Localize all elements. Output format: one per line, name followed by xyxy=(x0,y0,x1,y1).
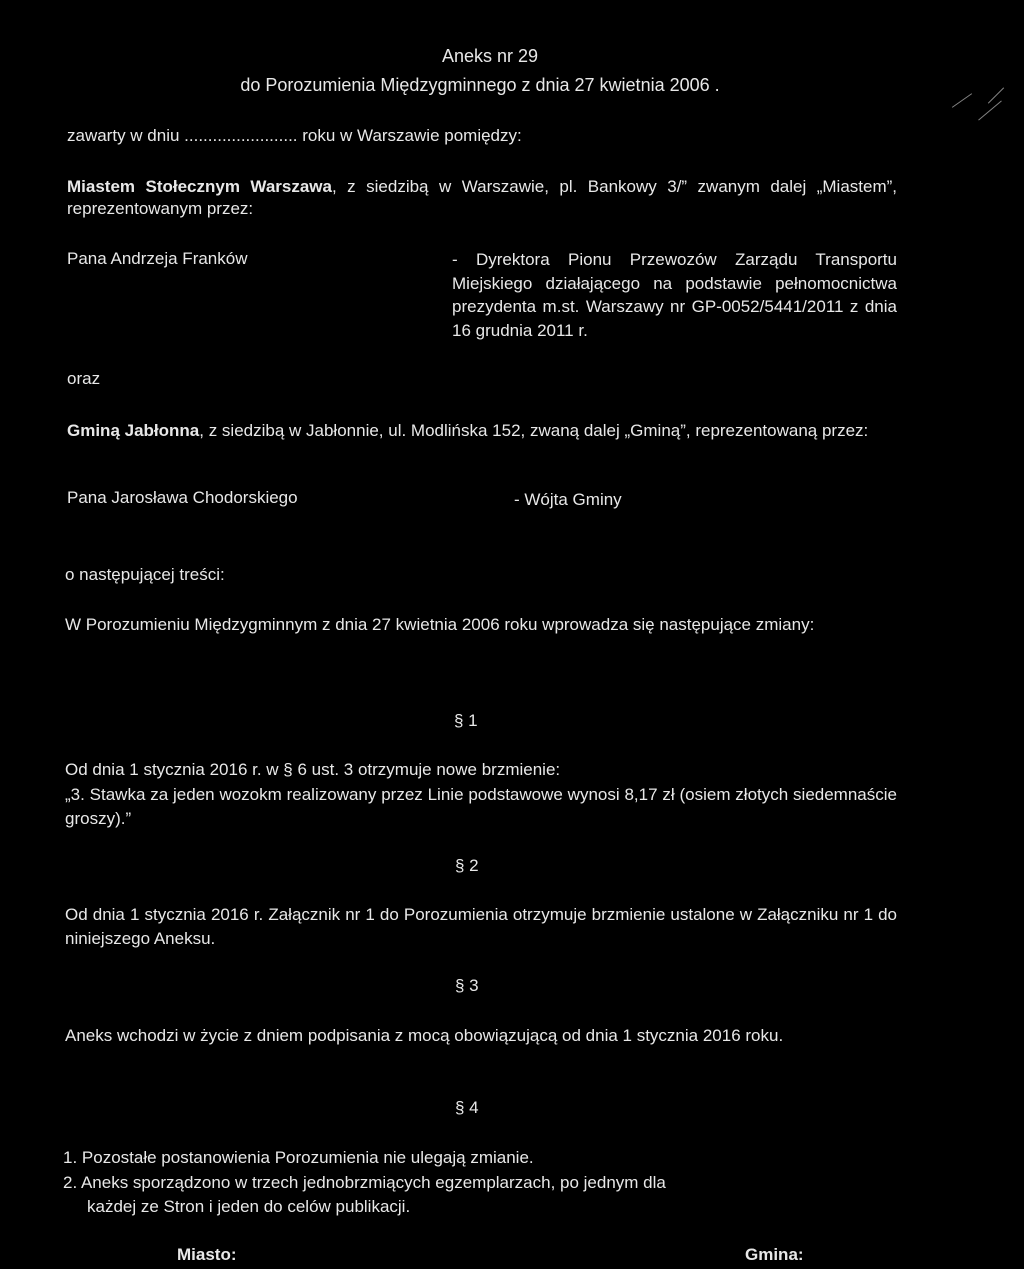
section-1-text: Od dnia 1 stycznia 2016 r. w § 6 ust. 3 otrzymuje nowe brzmienie: xyxy=(65,760,561,779)
party1-paragraph xyxy=(67,176,897,220)
section-4-mark: § 4 xyxy=(455,1098,479,1117)
section-1-quote: „3. Stawka za jeden wozokm realizowany przez Linie podstawowe wynosi 8,17 zł (osiem złotych siedemnaście groszy).” xyxy=(65,785,897,828)
section-4-item-2-line-2: każdej ze Stron i jeden do celów publikacji. xyxy=(87,1197,411,1216)
scan-artifact xyxy=(978,100,1002,120)
party1-representative-role: - Dyrektora Pionu Przewozów Zarządu Transportu Miejskiego działającego na podstawie pełnomocnictwa prezydenta m.st. Warszawy nr GP-0052/5441/2011 z dnia 16 grudnia 2011 r. xyxy=(452,250,897,340)
party2-name: Gminą Jabłonna xyxy=(67,421,200,440)
section-1-mark: § 1 xyxy=(454,711,478,730)
section-3-text par: Aneks wchodzi w życie z dniem podpisania z mocą obowiązującą od dnia 1 stycznia 2016 roku. xyxy=(65,1026,784,1045)
section-2-mark: § 2 xyxy=(455,856,479,875)
signature-city-label: Miasto: xyxy=(177,1245,237,1264)
party2-representative-name: Pana Jarosława Chodorskiego xyxy=(67,488,298,507)
party2-paragraph xyxy=(67,419,897,442)
amendment-intro: W Porozumieniu Międzygminnym z dnia 27 kwietnia 2006 roku wprowadza się następujące zmiany: xyxy=(65,615,815,634)
section-3-mark: § 3 xyxy=(455,976,479,995)
document-subtitle: do Porozumienia Międzygminnego z dnia 27 kwietnia 2006 . xyxy=(240,75,720,95)
document-title: Aneks nr 29 xyxy=(441,46,539,66)
party1-name: Miastem Stołecznym Warszawa xyxy=(67,177,332,196)
section-4-item-1: 1. Pozostałe postanowienia Porozumienia nie ulegają zmianie. xyxy=(63,1148,534,1167)
party2-representative-role: - Wójta Gminy xyxy=(514,490,622,509)
section-4-item-2-line-1: 2. Aneks sporządzono w trzech jednobrzmiących egzemplarzach, po jednym dla xyxy=(63,1173,666,1192)
signature-commune-label: Gmina: xyxy=(745,1245,804,1264)
content-intro: o następującej treści: xyxy=(65,565,225,584)
section-2-text: Od dnia 1 stycznia 2016 r. Załącznik nr 1 do Porozumienia otrzymuje brzmienie ustalone w Załączniku nr 1 do niniejszego Aneksu. xyxy=(65,905,897,948)
party1-description: , z siedzibą w Warszawie, pl. Bankowy 3/” zwanym dalej „Miastem”, reprezentowanym przez: xyxy=(67,177,898,218)
party2-description: , z siedzibą w Jabłonnie, ul. Modlińska 152, zwaną dalej „Gminą”, reprezentowaną przez: xyxy=(199,421,869,440)
concluded-line: zawarty w dniu ........................ roku w Warszawie pomiędzy: xyxy=(67,126,522,145)
conjunction-oraz: oraz xyxy=(67,369,101,388)
party1-representative-name: Pana Andrzeja Franków xyxy=(67,249,248,268)
